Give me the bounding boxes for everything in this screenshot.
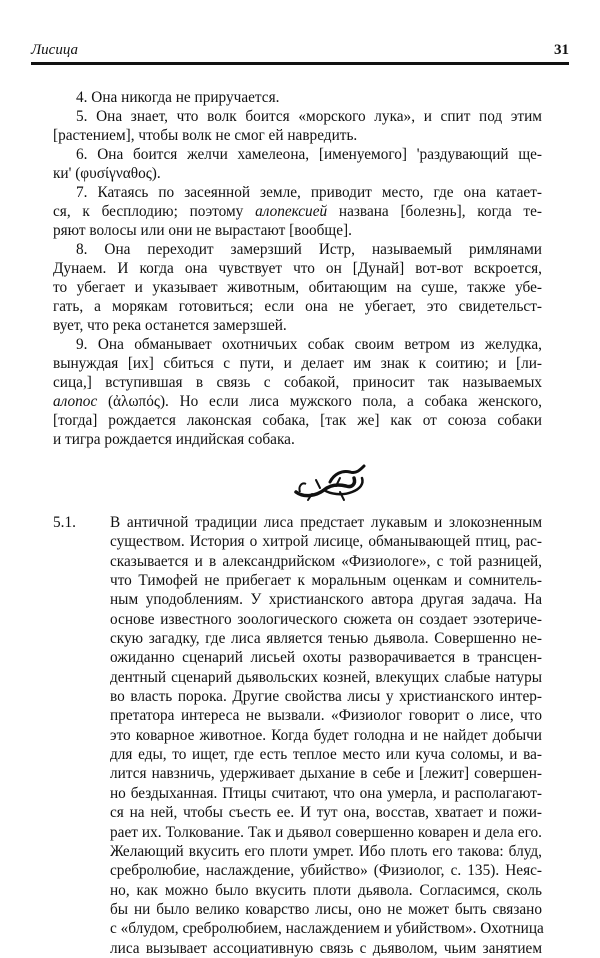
text-line bbox=[53, 259, 542, 278]
header-rule bbox=[31, 62, 569, 65]
commentary-line: ся на ней, чтобы съесть ее. И тут она, восстав, хватает и пожи- bbox=[110, 804, 542, 822]
commentary-line: скую загадку, где лиса является тенью дьявола. Совершенно не- bbox=[110, 630, 542, 648]
text-segment: 5. Она знает, что волк боится «морского лука», и спит под этим bbox=[76, 108, 542, 125]
running-header bbox=[31, 42, 569, 62]
text-line bbox=[53, 202, 542, 221]
commentary-line: существом. История о хитрой лисице, обманывающей птиц, рас- bbox=[110, 533, 542, 551]
text-line bbox=[53, 88, 542, 107]
text-segment: названа [болезнь], когда те- bbox=[327, 203, 542, 220]
commentary-line: во власть порока. Другие свойства лисы у христианского интер- bbox=[110, 688, 542, 706]
text-line bbox=[53, 392, 542, 411]
commentary-line: Желающий вкусить его плоти умрет. Ибо плоть его такова: блуд, bbox=[110, 842, 542, 860]
commentary-line: претатора интереса не вызвали. «Физиолог говорит о лисе, что bbox=[110, 707, 542, 725]
commentary-line: что Тимофей не прибегает к моральным оценкам и сомнитель- bbox=[110, 572, 542, 590]
commentary-line: ным уподоблениям. У христианского автора другая задача. На bbox=[110, 591, 542, 609]
commentary-line: ожиданно сценарий лисьей охоты разворачивается в трансцен- bbox=[110, 649, 542, 667]
text-line bbox=[53, 373, 542, 392]
running-title: Лисица bbox=[31, 42, 78, 58]
text-segment: ки' (φυσίγναθος). bbox=[53, 165, 161, 182]
italic-term: алопексией bbox=[255, 203, 328, 220]
text-segment: ся, к бесплодию; поэтому bbox=[53, 203, 256, 220]
text-segment: Дунаем. И когда она чувствует что он [Дунай] вот-вот вскроется, bbox=[53, 260, 542, 277]
text-segment: то убегает и указывает животным, обитающим на суше, также убе- bbox=[53, 279, 542, 296]
commentary-line: это коварное животное. Когда будет голодна и не найдет добычи bbox=[110, 726, 542, 744]
text-line bbox=[53, 183, 542, 202]
text-line bbox=[53, 240, 542, 259]
text-line bbox=[53, 335, 542, 354]
text-segment: сица,] вступившая в связь с собакой, приносит так называемых bbox=[53, 374, 542, 391]
text-line bbox=[53, 164, 542, 183]
text-segment: 8. Она переходит замерзший Истр, называемый римлянами bbox=[76, 241, 542, 258]
commentary-line: сказывается и в александрийском «Физиологе», с той разницей, bbox=[110, 552, 542, 570]
text-segment: 7. Катаясь по засеянной земле, приводит место, где она катает- bbox=[76, 184, 542, 201]
text-line bbox=[53, 107, 542, 126]
text-segment: 4. Она никогда не приручается. bbox=[76, 89, 280, 106]
italic-term: алопос bbox=[53, 393, 98, 410]
text-segment: 6. Она боится желчи хамелеона, [именуемого] 'раздувающий ще- bbox=[76, 146, 542, 163]
commentary-line: В античной традиции лиса предстает лукавым и злокозненным bbox=[110, 514, 542, 531]
text-segment: и тигра рождается индийская собака. bbox=[53, 431, 295, 448]
commentary-line: но, как можно было вкусить плоти дьявола. Согласимся, сколь bbox=[110, 881, 542, 899]
commentary-line: основе известного зоологического сюжета он создает эзотериче- bbox=[110, 610, 542, 628]
text-line bbox=[53, 278, 542, 297]
commentary-line: рает их. Толкование. Так и дьявол совершенно коварен и дела его. bbox=[110, 823, 542, 841]
commentary-line: лится навзничь, удерживает дыхание в себе и [лежит] совершен- bbox=[110, 765, 542, 783]
text-segment: гать, а морякам готовиться; если она не убегает, это свидетельст- bbox=[53, 298, 542, 315]
commentary-text bbox=[110, 513, 542, 958]
text-line bbox=[53, 430, 542, 449]
commentary-line: с «блудом, сребролюбием, наслаждением и убийством». Охотница bbox=[110, 920, 544, 938]
text-segment: вует, что река останется замерзшей. bbox=[53, 317, 287, 334]
lizard-ornament-icon bbox=[290, 462, 370, 504]
commentary-line: лиса вызывает ассоциативную связь с дьяволом, чьим занятием bbox=[110, 939, 542, 957]
commentary-line: для еды, то ищет, где есть теплое место или куча соломы, и ва- bbox=[110, 746, 542, 764]
text-segment: 9. Она обманывает охотничьих собак своим ветром из желудка, bbox=[76, 336, 542, 353]
text-line bbox=[53, 145, 542, 164]
text-line bbox=[53, 126, 542, 145]
commentary-line: но бездыханная. Птицы считают, что она умерла, и располагают- bbox=[110, 784, 542, 802]
text-segment: [тогда] рождается лаконская собака, [так же] как от союза собаки bbox=[53, 412, 542, 429]
text-segment: [растением], чтобы волк не смог ей навредить. bbox=[53, 127, 358, 144]
main-text bbox=[53, 88, 542, 449]
text-line bbox=[53, 297, 542, 316]
text-line bbox=[53, 354, 542, 373]
commentary-label: 5.1. bbox=[53, 514, 76, 531]
page-number: 31 bbox=[554, 42, 569, 58]
commentary-line: бы ни было велико коварство лисы, оно не может быть связано bbox=[110, 900, 542, 918]
commentary-line: сребролюбие, наслаждение, убийство» (Физиолог, с. 135). Неяс- bbox=[110, 862, 542, 880]
text-line bbox=[53, 316, 542, 335]
text-segment: ряют волосы или они не вырастают [вообще]. bbox=[53, 222, 352, 239]
text-segment: (ἀλωπός). Но если лиса мужского пола, а собака женского, bbox=[97, 393, 542, 410]
text-line bbox=[53, 411, 542, 430]
text-line bbox=[53, 221, 542, 240]
text-segment: вынуждая [их] сбиться с пути, и делает им знак к соитию; и [ли- bbox=[53, 355, 542, 372]
commentary-line: дентный сценарий дьявольских козней, влекущих слабые натуры bbox=[110, 668, 542, 686]
